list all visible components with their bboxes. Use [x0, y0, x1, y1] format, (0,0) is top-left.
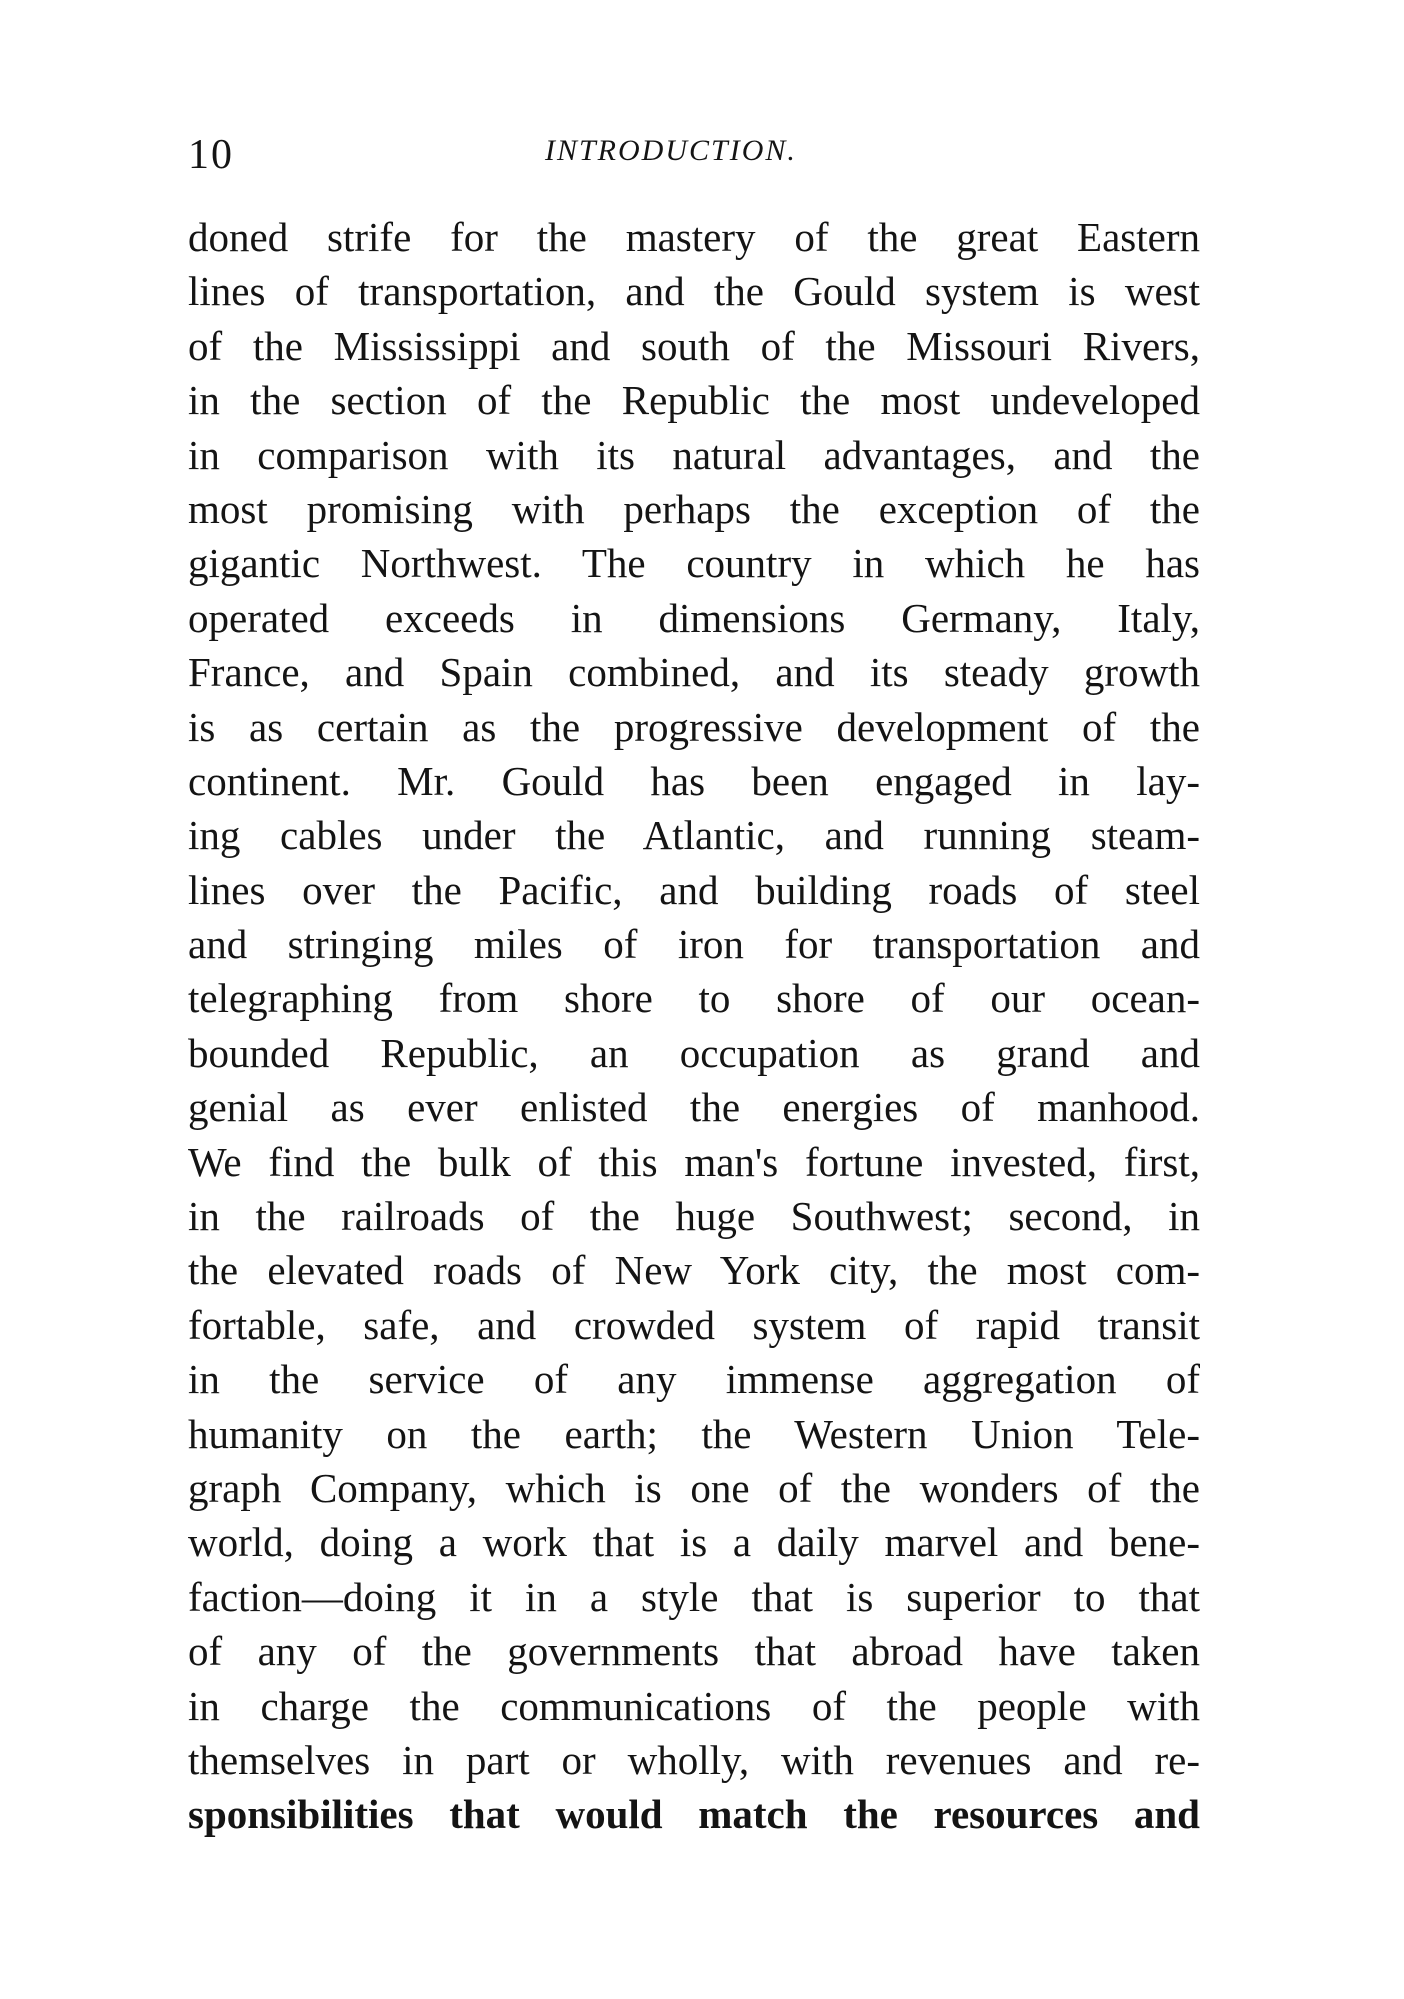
text-line: We find the bulk of this man's fortune invested, first,: [188, 1138, 1200, 1185]
text-line: and stringing miles of iron for transportation and: [188, 921, 1200, 968]
body-text: [188, 210, 1200, 1842]
text-line: operated exceeds in dimensions Germany, Italy,: [188, 594, 1200, 641]
text-line: graph Company, which is one of the wonders of the: [188, 1464, 1200, 1511]
text-line: in comparison with its natural advantages, and the: [188, 431, 1200, 478]
text-line: faction—doing it in a style that is superior to that: [188, 1573, 1200, 1620]
text-line: lines of transportation, and the Gould system is west: [188, 268, 1200, 315]
text-line: France, and Spain combined, and its steady growth: [188, 649, 1200, 696]
text-line: in the service of any immense aggregation of: [188, 1356, 1200, 1403]
text-line: world, doing a work that is a daily marvel and bene-: [188, 1519, 1200, 1566]
text-line: in the railroads of the huge Southwest; second, in: [188, 1193, 1200, 1240]
text-line: telegraphing from shore to shore of our ocean-: [188, 975, 1200, 1022]
text-line: genial as ever enlisted the energies of manhood.: [188, 1084, 1200, 1131]
text-line: doned strife for the mastery of the great Eastern: [188, 214, 1200, 260]
text-line: themselves in part or wholly, with revenues and re-: [188, 1736, 1200, 1783]
text-line: fortable, safe, and crowded system of rapid transit: [188, 1301, 1200, 1348]
text-line: sponsibilities that would match the resources and: [188, 1791, 1200, 1838]
text-line: lines over the Pacific, and building roads of steel: [188, 866, 1200, 913]
running-head: INTRODUCTION.: [545, 134, 797, 167]
text-line: bounded Republic, an occupation as grand and: [188, 1029, 1200, 1076]
page-number: 10: [188, 132, 234, 178]
text-line: in the section of the Republic the most undeveloped: [188, 377, 1200, 424]
text-line: of any of the governments that abroad have taken: [188, 1628, 1200, 1675]
text-line: most promising with perhaps the exception of the: [188, 485, 1200, 532]
text-line: gigantic Northwest. The country in which he has: [188, 540, 1200, 587]
text-line: is as certain as the progressive development of the: [188, 703, 1200, 750]
text-line: the elevated roads of New York city, the most com-: [188, 1247, 1200, 1294]
text-line: of the Mississippi and south of the Missouri Rivers,: [188, 322, 1200, 369]
text-line: continent. Mr. Gould has been engaged in lay-: [188, 757, 1200, 804]
text-line: in charge the communications of the people with: [188, 1682, 1200, 1729]
text-line: ing cables under the Atlantic, and running steam-: [188, 812, 1200, 859]
text-line: humanity on the earth; the Western Union Tele-: [188, 1410, 1200, 1457]
